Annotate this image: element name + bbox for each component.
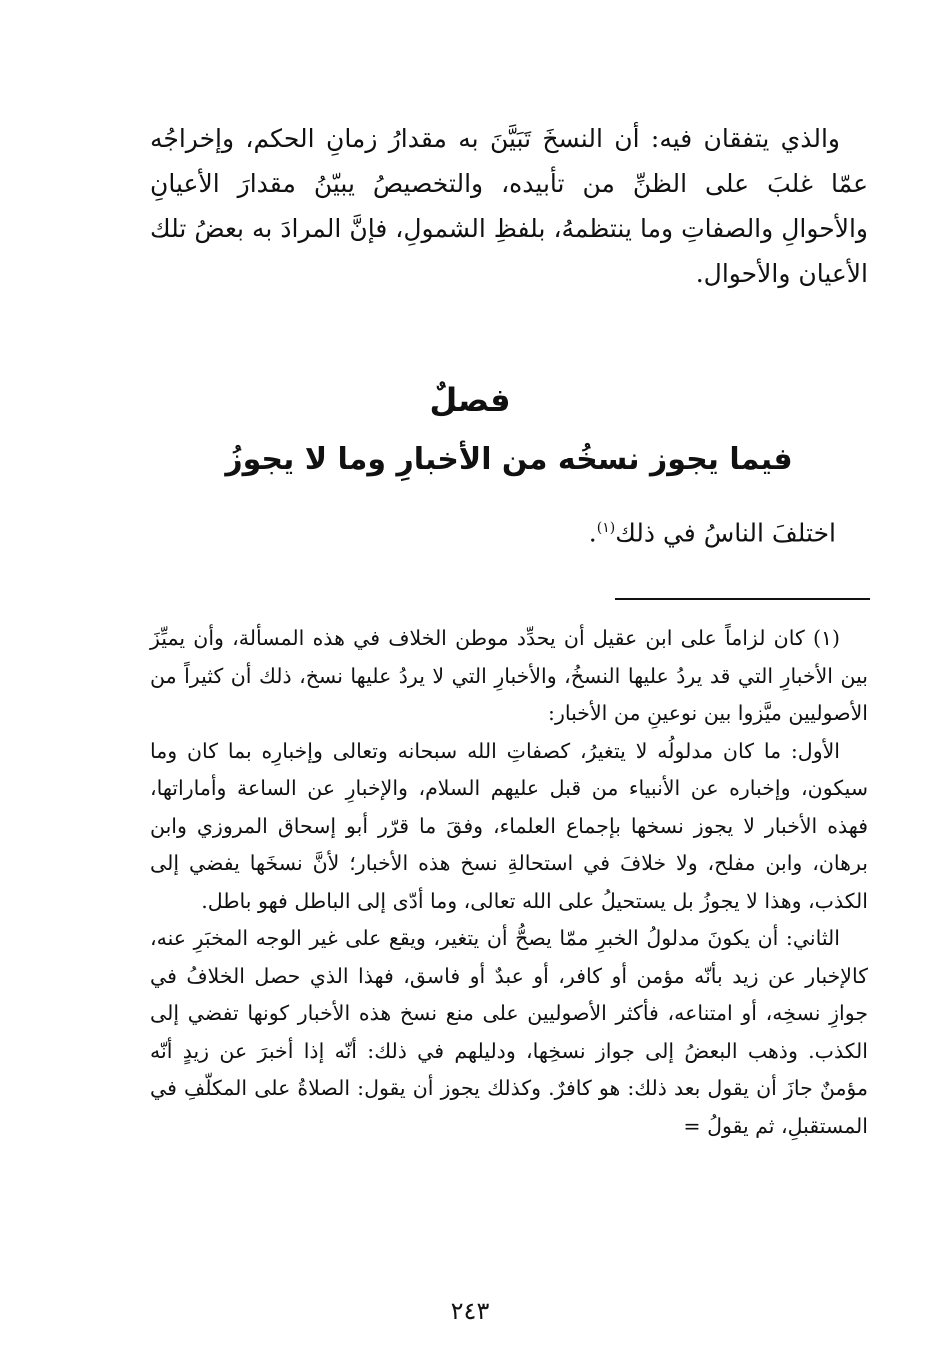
section-intro <box>150 506 836 555</box>
footnote-separator <box>615 598 870 600</box>
section-label: فصلٌ <box>429 381 511 419</box>
footnote-paragraph: الأول: ما كان مدلولُه لا يتغيرُ، كصفاتِ الله سبحانه وتعالى وإخبارِه بما كان وما سيكون، وإخباره عن الأنبياء من قبل عليهم السلام، والإخبارِ عن الساعة وأماراتها، فهذه الأخبار لا يجوز نسخها بإجماع العلماء، وفقَ ما قرّر أبو إسحاق المروزي وابن برهان، وابن مفلح، ولا خلافَ في استحالةِ نسخ هذه الأخبار؛ لأنَّ نسخَها يفضي إلى الكذب، وهذا لا يجوزُ بل يستحيلُ على الله تعالى، وما أدّى إلى الباطل فهو باطل. <box>150 738 868 913</box>
page-number: ٢٤٣ <box>450 1297 490 1325</box>
footnote-marker: (١) <box>596 520 616 536</box>
main-text-block <box>150 116 868 296</box>
footnote-paragraph: الثاني: أن يكونَ مدلولُ الخبرِ ممّا يصحُّ أن يتغير، ويقع على غير الوجه المخبَرِ عنه، كالإخبار عن زيد بأنّه مؤمن أو كافر، أو عبدٌ أو فاسق، فهذا الذي حصل الخلافُ في جوازِ نسخِه، أو امتناعه، فأكثر الأصوليين على منع نسخ هذه الأخبار كونها تفضي إلى الكذب. وذهب البعضُ إلى جواز نسخِها، ودليلهم في ذلك: أنّه إذا أخبرَ عن زيدٍ أنّه مؤمنٌ جازَ أن يقول بعد ذلك: هو كافرٌ. وكذلك يجوز أن يقول: الصلاةُ على المكلّفِ في المستقبلِ، ثم يقولُ = <box>150 926 868 1138</box>
intro-end: . <box>588 518 597 548</box>
main-paragraph: والذي يتفقان فيه: أن النسخَ تَبَيَّنَ به مقدارُ زمانِ الحكم، وإخراجُه عمّا غلبَ على الظنِّ من تأبيده، والتخصيصُ يبيّنُ مقدارَ الأعيانِ والأحوالِ والصفاتِ وما ينتظمهُ، بلفظِ الشمولِ، فإنَّ المرادَ به بعضُ تلك الأعيان والأحوال. <box>150 124 868 288</box>
footnotes-block <box>150 620 868 1145</box>
section-title: فيما يجوز نسخُه من الأخبارِ وما لا يجوزُ <box>225 442 793 477</box>
intro-text: اختلفَ الناسُ في ذلك <box>615 518 836 548</box>
footnote-paragraph: (١) كان لزاماً على ابن عقيل أن يحدِّد موطن الخلاف في هذه المسألة، وأن يميِّزَ بين الأخبارِ التي قد يردُ عليها النسخُ، والأخبارِ التي لا يردُ عليها نسخ، ذلك أن كثيراً من الأصوليين ميَّزوا بين نوعينِ من الأخبار: <box>150 626 868 725</box>
